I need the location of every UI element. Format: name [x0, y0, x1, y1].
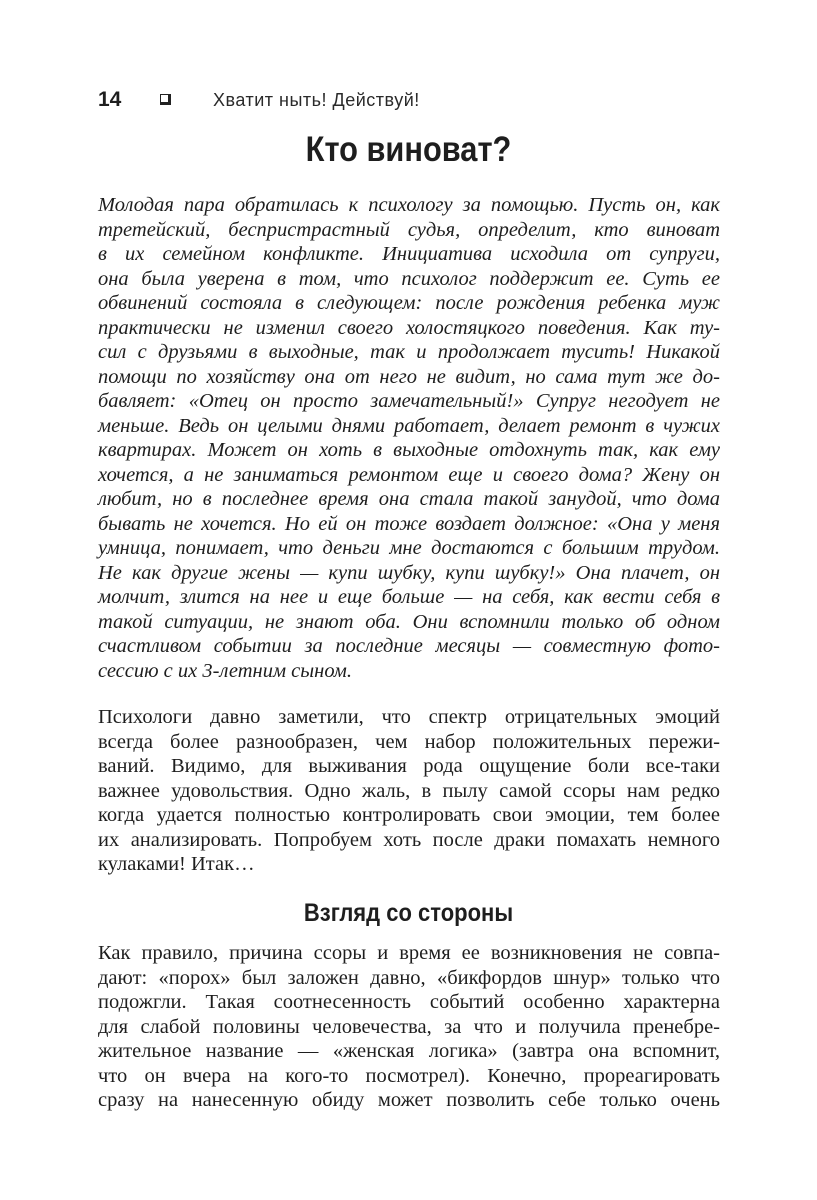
- text-line: счастливом событии за последние месяцы — совместную фото-: [98, 635, 720, 657]
- text-line: хочется, а не заниматься ремонтом еще и своего дома? Жену он: [98, 463, 720, 486]
- section-subheading: Взгляд со стороны: [303, 899, 514, 927]
- text-line: когда удается полностью контролировать свои эмоции, тем более: [98, 804, 720, 826]
- text-line: кулаками! Итак…: [98, 853, 255, 875]
- case-paragraph: [98, 193, 720, 683]
- text-line: обвинений состояла в следующем: после рождения ребенка муж: [98, 292, 720, 314]
- text-line: жительное название — «женская логика» (завтра она вспомнит,: [98, 1040, 720, 1062]
- text-line: что он вчера на кого-то посмотрел). Конечно, прореагировать: [98, 1064, 720, 1087]
- text-line: помощи по хозяйству она от него не видит, но сама тут же до-: [98, 365, 720, 388]
- text-line: бавляет: «Отец он просто замечательный!» Супруг негодует не: [98, 390, 720, 412]
- text-line: такой ситуации, не знают оба. Они вспомнили только об одном: [98, 610, 720, 633]
- text-line: умница, понимает, что деньги мне достаются с большим трудом.: [98, 537, 720, 559]
- text-line: Как правило, причина ссоры и время ее возникновения не совпа-: [98, 942, 720, 964]
- text-line: практически не изменил своего холостяцкого поведения. Как ту-: [98, 316, 720, 339]
- text-line: ваний. Видимо, для выживания рода ощущение боли все-таки: [98, 755, 720, 777]
- text-line: сессию с их 3-летним сыном.: [98, 659, 352, 682]
- section-paragraph: [98, 941, 720, 1113]
- text-line: дают: «порох» был заложен давно, «бикфордов шнур» только что: [98, 966, 720, 989]
- text-line: подожгли. Такая соотнесенность событий особенно характерна: [98, 991, 720, 1013]
- text-line: важнее удовольствия. Одно жаль, в пылу самой ссоры нам редко: [98, 779, 720, 802]
- text-line: Молодая пара обратилась к психологу за помощью. Пусть он, как: [98, 194, 720, 216]
- text-line: сразу на нанесенную обиду может позволить себе только очень: [98, 1089, 720, 1111]
- text-line: Не как другие жены — купи шубку, купи шубку!» Она плачет, он: [98, 561, 720, 584]
- text-line: их анализировать. Попробуем хоть после драки помахать немного: [98, 828, 720, 851]
- text-line: бывать не хочется. Но ей он тоже воздает должное: «Она у меня: [98, 512, 720, 535]
- chapter-title: Кто виноват?: [305, 130, 512, 169]
- text-line: третейский, беспристрастный судья, определит, кто виноват: [98, 218, 720, 241]
- text-line: она была уверена в том, что психолог поддержит ее. Суть ее: [98, 267, 720, 290]
- text-line: Психологи давно заметили, что спектр отрицательных эмоций: [98, 706, 720, 728]
- text-line: всегда более разнообразен, чем набор положительных пережи-: [98, 730, 720, 753]
- text-line: сил с друзьями в выходные, так и продолжает тусить! Никакой: [98, 341, 720, 363]
- text-line: меньше. Ведь он целыми днями работает, делает ремонт в чужих: [98, 414, 720, 437]
- intro-paragraph: [98, 705, 720, 877]
- text-line: квартирах. Может он хоть в выходные отдохнуть так, как ему: [98, 439, 720, 461]
- page-number: 14: [98, 88, 122, 111]
- text-line: любит, но в последнее время она стала такой занудой, что дома: [98, 488, 720, 510]
- text-line: в их семейном конфликте. Инициатива исходила от супруги,: [98, 243, 720, 265]
- text-line: для слабой половины человечества, за что и получила пренебре-: [98, 1015, 720, 1038]
- text-line: молчит, злится на нее и еще больше — на себя, как вести себя в: [98, 586, 720, 608]
- running-title: Хватит ныть! Действуй!: [213, 90, 420, 110]
- square-bullet-icon: [160, 94, 171, 105]
